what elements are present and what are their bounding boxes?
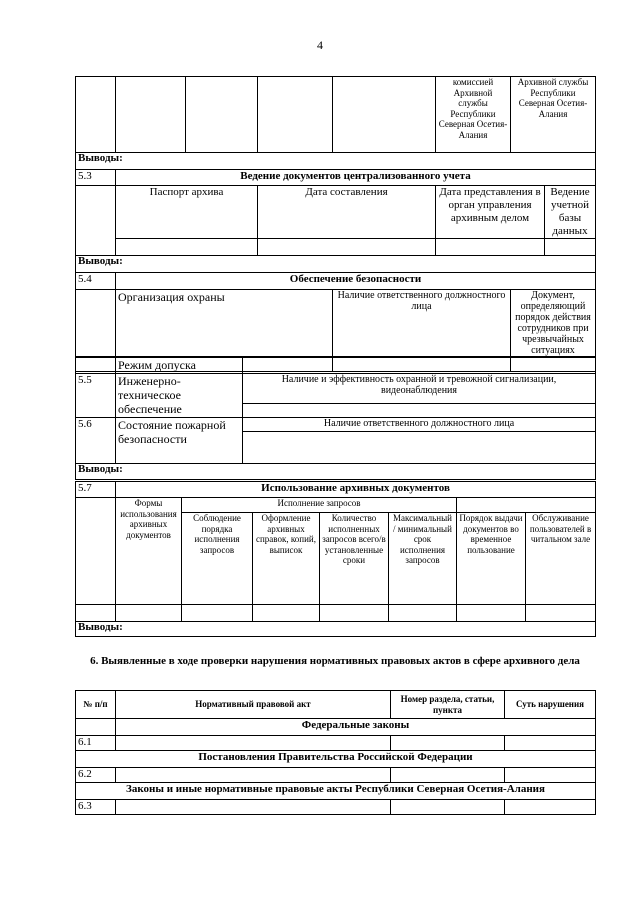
col-reading-room: Обслуживание пользователей в читальном зале — [526, 513, 596, 605]
date-submitted-header: Дата представления в орган управления архивным делом — [436, 186, 545, 239]
section-5-3-number: 5.3 — [76, 170, 116, 186]
conclusions-label: Выводы: — [76, 256, 596, 273]
alarm-header: Наличие и эффективность охранной и тревожной сигнализации, видеонаблюдения — [243, 374, 596, 404]
group-republic-laws: Законы и иные нормативные правовые акты Республики Северная Осетия-Алания — [76, 783, 596, 800]
table-5-7 — [75, 481, 596, 637]
row-6-1-number: 6.1 — [76, 736, 116, 751]
conclusions-label: Выводы: — [76, 153, 596, 170]
fire-safety-label: Состояние пожарной безопасности — [116, 418, 243, 464]
commission-cell: комиссией Архивной службы Республики Северная Осетия-Алания — [436, 77, 511, 153]
section-5-4-number: 5.4 — [76, 273, 116, 290]
date-compiled-header: Дата составления — [258, 186, 436, 239]
section-5-6-number: 5.6 — [76, 418, 116, 464]
engineering-label: Инженерно-техническое обеспечение — [116, 374, 243, 418]
header-section: Номер раздела, статьи, пункта — [391, 691, 505, 719]
group-government-decrees: Постановления Правительства Российской Федерации — [76, 751, 596, 768]
section-5-7-title: Использование архивных документов — [116, 482, 596, 498]
emergency-document-header: Документ, определяющий порядок действия сотрудников при чрезвычайных ситуациях — [511, 290, 596, 357]
guard-organization-label: Организация охраны — [116, 290, 333, 357]
archive-service-cell: Архивной службы Республики Северная Осетия-Алания — [511, 77, 596, 153]
database-header: Ведение учетной базы данных — [545, 186, 596, 239]
section-5-4-title: Обеспечение безопасности — [116, 273, 596, 290]
header-legal-act: Нормативный правовой акт — [116, 691, 391, 719]
conclusions-label: Выводы: — [76, 622, 596, 637]
col-terms: Максимальный / минимальный срок исполнения запросов — [389, 513, 457, 605]
section-6-title: 6. Выявленные в ходе проверки нарушения нормативных правовых актов в сфере архивного дела — [90, 655, 580, 667]
col-procedure: Соблюдение порядка исполнения запросов — [182, 513, 253, 605]
conclusions-label: Выводы: — [76, 464, 596, 480]
access-mode-label: Режим допуска — [116, 358, 243, 374]
section-5-5-number: 5.5 — [76, 374, 116, 418]
header-number: № п/п — [76, 691, 116, 719]
header-essence: Суть нарушения — [505, 691, 596, 719]
table-security — [75, 357, 596, 480]
passport-header: Паспорт архива — [116, 186, 258, 239]
row-6-3-number: 6.3 — [76, 800, 116, 815]
request-execution-header: Исполнение запросов — [182, 498, 457, 513]
section-5-3-title: Ведение документов централизованного учета — [116, 170, 596, 186]
table-top — [75, 76, 596, 372]
col-temporary-use: Порядок выдачи документов во временное пользование — [457, 513, 526, 605]
usage-forms-header: Формы использования архивных документов — [116, 498, 182, 605]
group-federal-laws: Федеральные законы — [116, 719, 596, 736]
col-count: Количество исполненных запросов всего/в установленные сроки — [320, 513, 389, 605]
fire-responsible-header: Наличие ответственного должностного лица — [243, 418, 596, 432]
page-number: 4 — [317, 38, 323, 52]
section-5-7-number: 5.7 — [76, 482, 116, 498]
responsible-person-header: Наличие ответственного должностного лица — [333, 290, 511, 357]
row-6-2-number: 6.2 — [76, 768, 116, 783]
table-violations — [75, 690, 596, 815]
col-certificates: Оформление архивных справок, копий, выписок — [253, 513, 320, 605]
